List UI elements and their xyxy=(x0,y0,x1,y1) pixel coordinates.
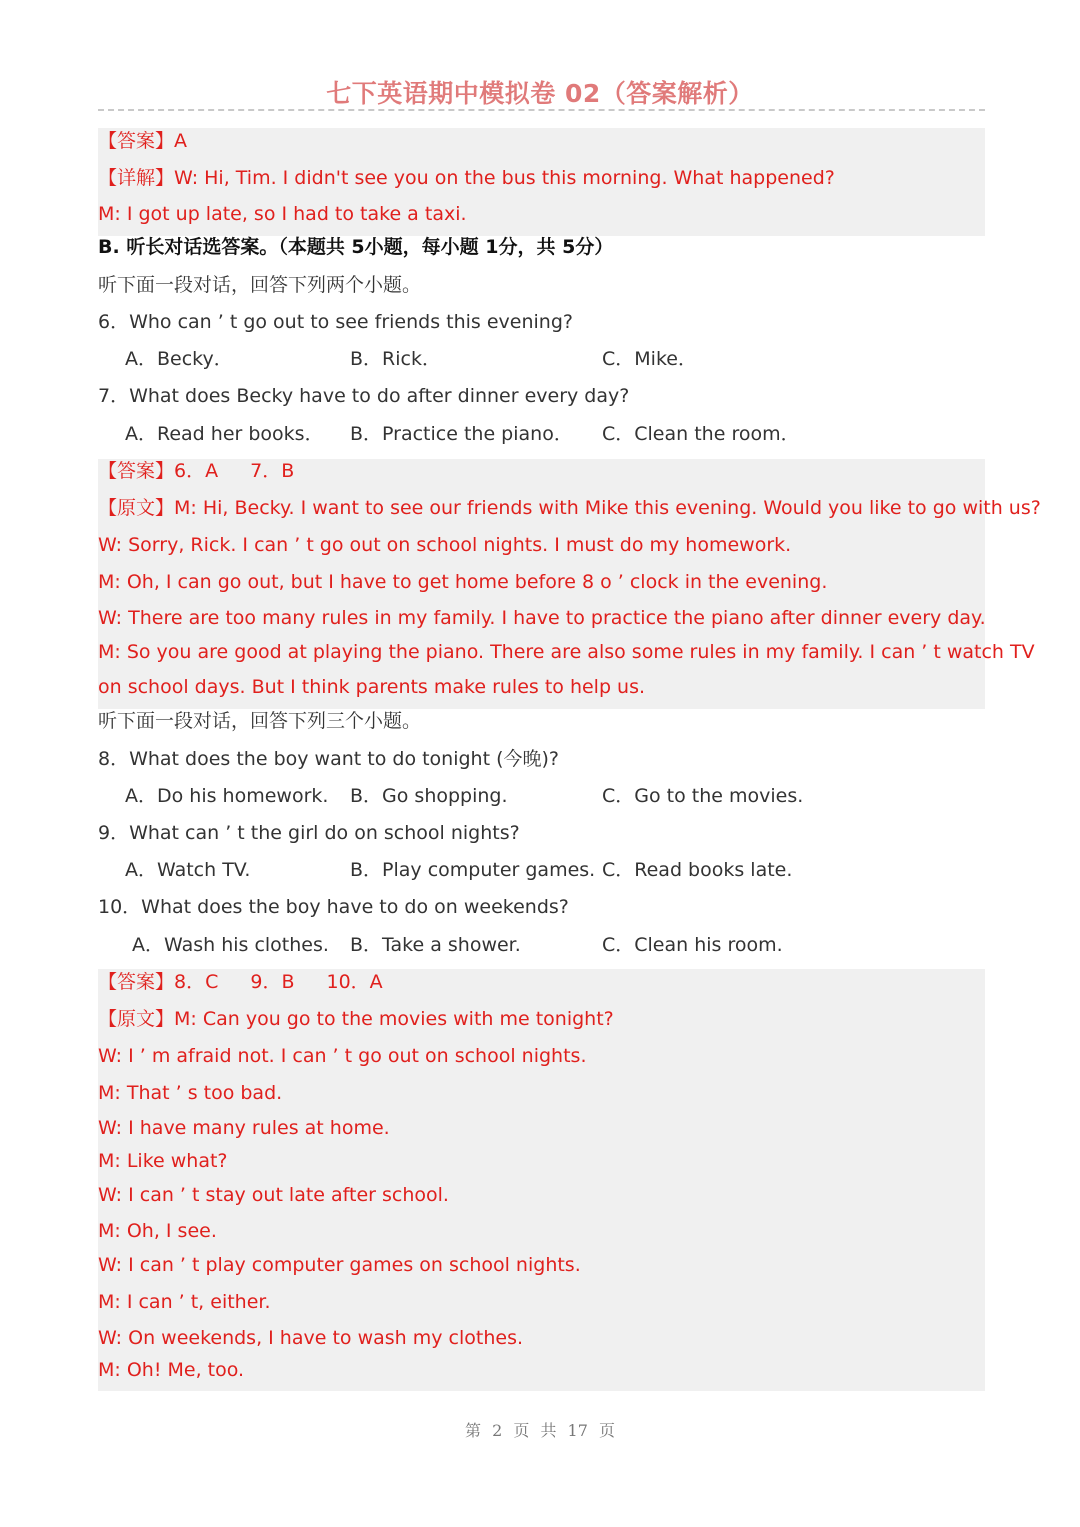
transcript-label: 【原文】 xyxy=(98,1008,175,1030)
section-heading: B. 听长对话选答案。（本题共 5小题，每小题 1分，共 5分） xyxy=(98,236,614,258)
q7-option-b: B．Practice the piano． xyxy=(350,423,573,445)
dialogue-line: M: I can ’ t, either. xyxy=(98,1291,271,1313)
answer-item: 8．C xyxy=(174,971,219,993)
dialogue-line: M: Oh, I see. xyxy=(98,1220,217,1242)
answer-item: 9．B xyxy=(250,971,295,993)
q8-option-b: B．Go shopping. xyxy=(350,785,508,807)
transcript-text: M: Can you go to the movies with me tonight? xyxy=(174,1008,614,1030)
dialogue-line: W: I have many rules at home. xyxy=(98,1117,390,1139)
dialogue-line: M: I got up late, so I had to take a taxi. xyxy=(98,203,467,225)
transcript-line xyxy=(98,1004,614,1034)
dialogue-line: W: There are too many rules in my family. I have to practice the piano after dinner every day. xyxy=(98,607,986,629)
q9-option-a: A．Watch TV. xyxy=(125,859,251,881)
detail-text: W: Hi, Tim. I didn't see you on the bus this morning. What happened? xyxy=(174,167,835,189)
answer-label: 【答案】 xyxy=(98,971,175,993)
dialogue-line: M: That ’ s too bad. xyxy=(98,1082,283,1104)
question-9: 9．What can ’ t the girl do on school nights? xyxy=(98,822,520,844)
group-intro: 听下面一段对话，回答下列三个小题。 xyxy=(98,710,422,732)
group-intro: 听下面一段对话，回答下列两个小题。 xyxy=(98,274,422,296)
dialogue-line: W: I can ’ t stay out late after school. xyxy=(98,1184,449,1206)
page-title: 七下英语期中模拟卷 02（答案解析） xyxy=(326,79,754,108)
q8-option-a: A．Do his homework. xyxy=(125,785,329,807)
q7-option-c: C．Clean the room． xyxy=(602,423,800,445)
answer-label: 【答案】 xyxy=(98,460,175,482)
dialogue-line: W: I ’ m afraid not. I can ’ t go out on school nights. xyxy=(98,1045,587,1067)
dialogue-line: W: Sorry, Rick. I can ’ t go out on school nights. I must do my homework. xyxy=(98,534,792,556)
transcript-text: M: Hi, Becky. I want to see our friends with Mike this evening. Would you like to go with us? xyxy=(174,497,1041,519)
q6-option-a: A．Becky． xyxy=(125,348,233,370)
answer-item: 10．A xyxy=(326,971,383,993)
question-7: 7．What does Becky have to do after dinner every day? xyxy=(98,385,630,407)
detail-line xyxy=(98,163,835,193)
dialogue-line: M: Oh, I can go out, but I have to get home before 8 o ’ clock in the evening. xyxy=(98,571,828,593)
question-6: 6．Who can ’ t go out to see friends this evening? xyxy=(98,311,573,333)
detail-label: 【详解】 xyxy=(98,167,175,189)
question-8: 8．What does the boy want to do tonight (今晚)? xyxy=(98,748,560,770)
q8-option-c: C．Go to the movies. xyxy=(602,785,804,807)
answer-item: 7．B xyxy=(250,460,295,482)
answer-line: 【答案】A xyxy=(98,130,187,152)
answer-item: 6．A xyxy=(174,460,219,482)
q7-option-a: A．Read her books． xyxy=(125,423,324,445)
q9-option-b: B．Play computer games. xyxy=(350,859,596,881)
transcript-label: 【原文】 xyxy=(98,497,175,519)
q10-option-b: B．Take a shower. xyxy=(350,934,521,956)
q10-option-a: A．Wash his clothes. xyxy=(132,934,329,956)
q9-option-c: C．Read books late. xyxy=(602,859,793,881)
title-divider xyxy=(98,109,985,111)
q6-option-b: B．Rick． xyxy=(350,348,441,370)
dialogue-line: M: Like what? xyxy=(98,1150,228,1172)
dialogue-line: M: So you are good at playing the piano. There are also some rules in my family. I can ’ t watch TV xyxy=(98,641,1035,663)
dialogue-line: M: Oh! Me, too. xyxy=(98,1359,245,1381)
answer-line xyxy=(98,967,383,997)
q10-option-c: C．Clean his room. xyxy=(602,934,783,956)
page-number: 第 2 页 共 17 页 xyxy=(465,1421,615,1440)
transcript-line xyxy=(98,493,1041,523)
dialogue-line: on school days. But I think parents make rules to help us. xyxy=(98,676,646,698)
question-10: 10．What does the boy have to do on weekends? xyxy=(98,896,569,918)
dialogue-line: W: On weekends, I have to wash my clothes. xyxy=(98,1327,524,1349)
dialogue-line: W: I can ’ t play computer games on school nights. xyxy=(98,1254,581,1276)
q6-option-c: C．Mike． xyxy=(602,348,697,370)
answer-line xyxy=(98,456,294,486)
